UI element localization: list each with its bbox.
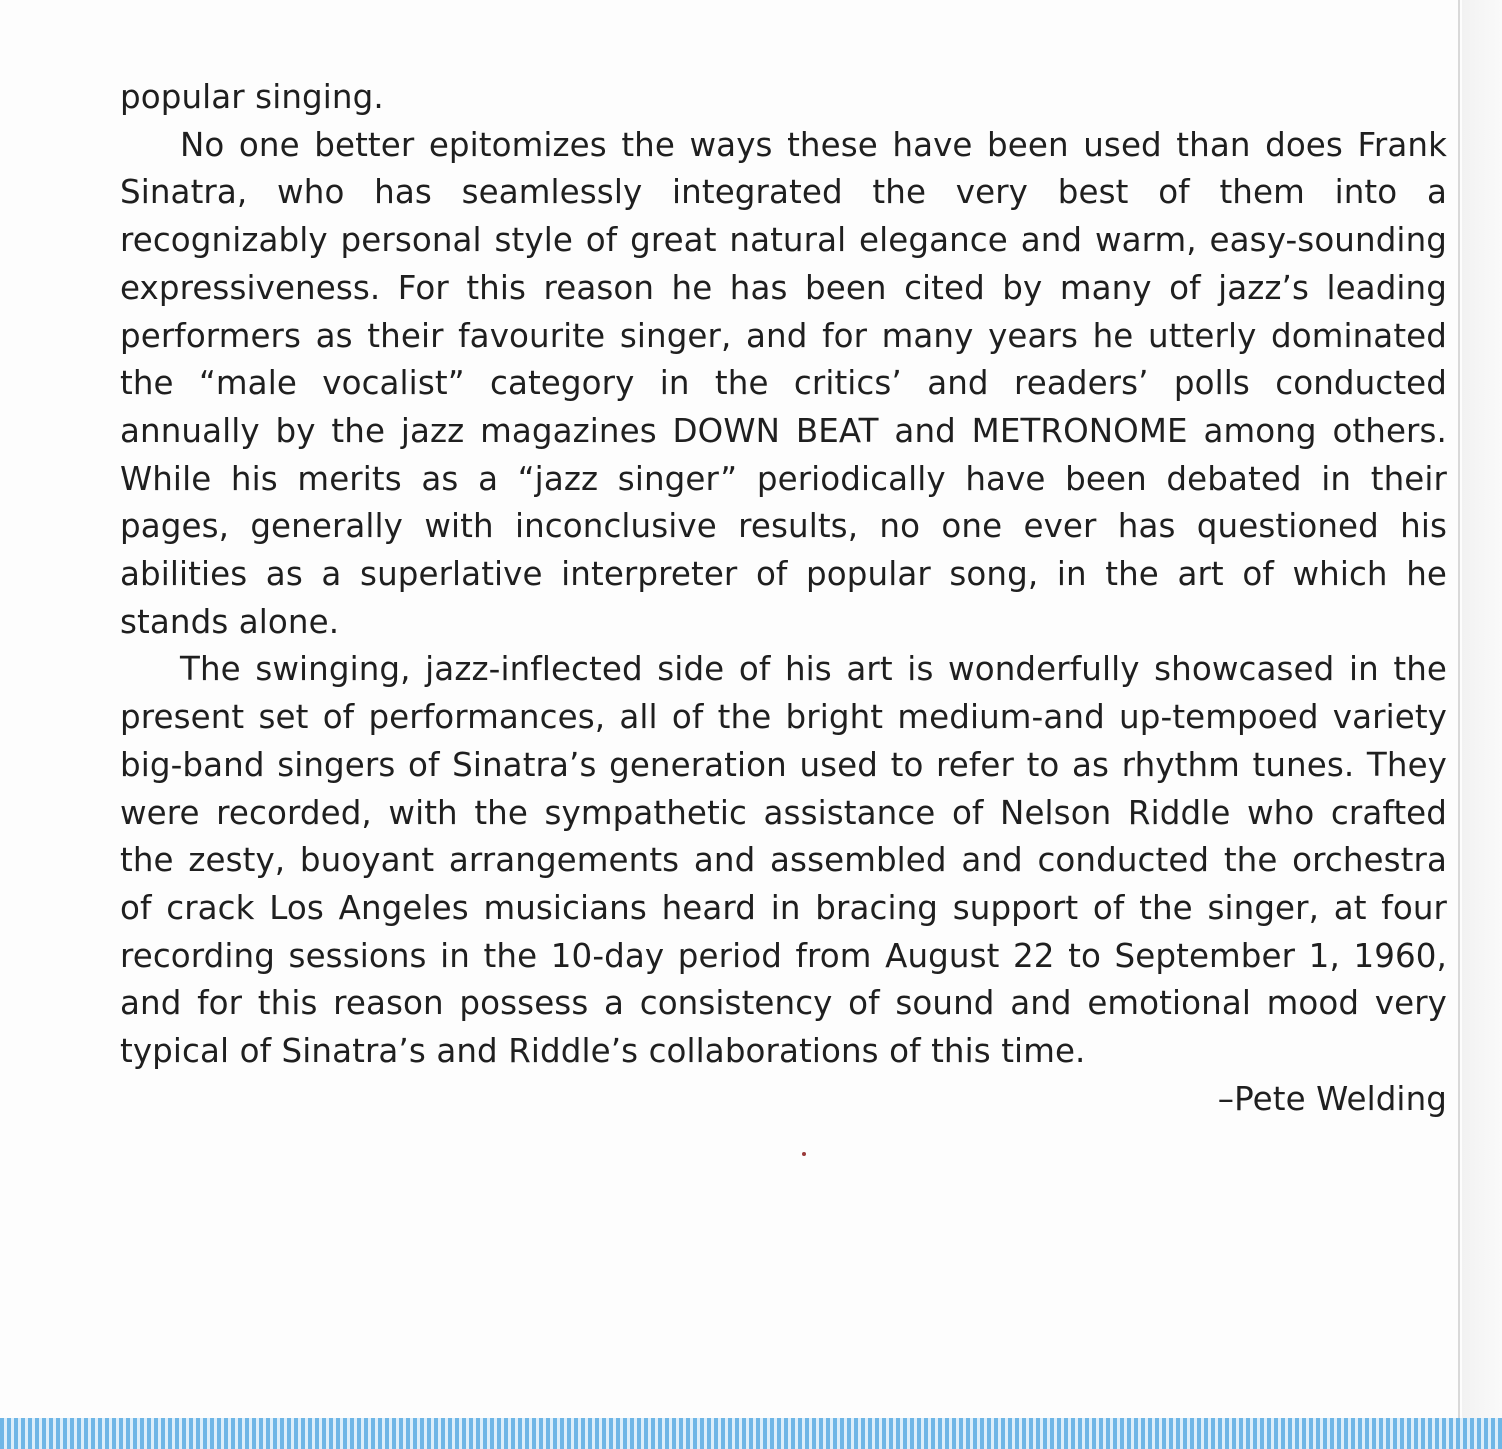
page-fold-shadow: [1462, 0, 1502, 1418]
page-fold-line: [1458, 0, 1460, 1418]
decorative-stripe-border: [0, 1418, 1502, 1449]
paragraph-sinatra-style: No one better epitomizes the ways these have been used than does Frank Sinatra, who has seamlessly integrated the very best of them into a recognizably personal style of great natural elegance and warm, easy-sounding expressiveness. For this reason he has been cited by many of jazz’s leading performers as their favourite singer, and for many years he utterly dominated the “male vocalist” category in the critics’ and readers’ polls conducted annually by the jazz magazines DOWN BEAT and METRONOME among others. While his merits as a “jazz singer” periodically have been debated in their pages, generally with inconclusive results, no one ever has questioned his abilities as a superlative interpreter of popular song, in the art of which he stands alone.: [120, 125, 1447, 641]
liner-notes-text: [120, 74, 1447, 1123]
paragraph-swinging-side: The swinging, jazz-inflected side of his art is wonderfully showcased in the present set of performances, all of the bright medium-and up-tempoed variety big-band singers of Sinatra’s generation used to refer to as rhythm tunes. They were recorded, with the sympathetic assistance of Nelson Riddle who crafted the zesty, buoyant arrangements and assembled and conducted the orchestra of crack Los Angeles musicians heard in bracing support of the singer, at four recording sessions in the 10-day period from August 22 to September 1, 1960, and for this reason possess a consistency of sound and emotional mood very typical of Sinatra’s and Riddle’s collaborations of this time.: [120, 650, 1447, 1071]
paragraph-continuation: popular singing.: [120, 78, 384, 116]
author-signature: –Pete Welding: [1217, 1079, 1447, 1118]
paper-speck: [802, 1152, 806, 1156]
